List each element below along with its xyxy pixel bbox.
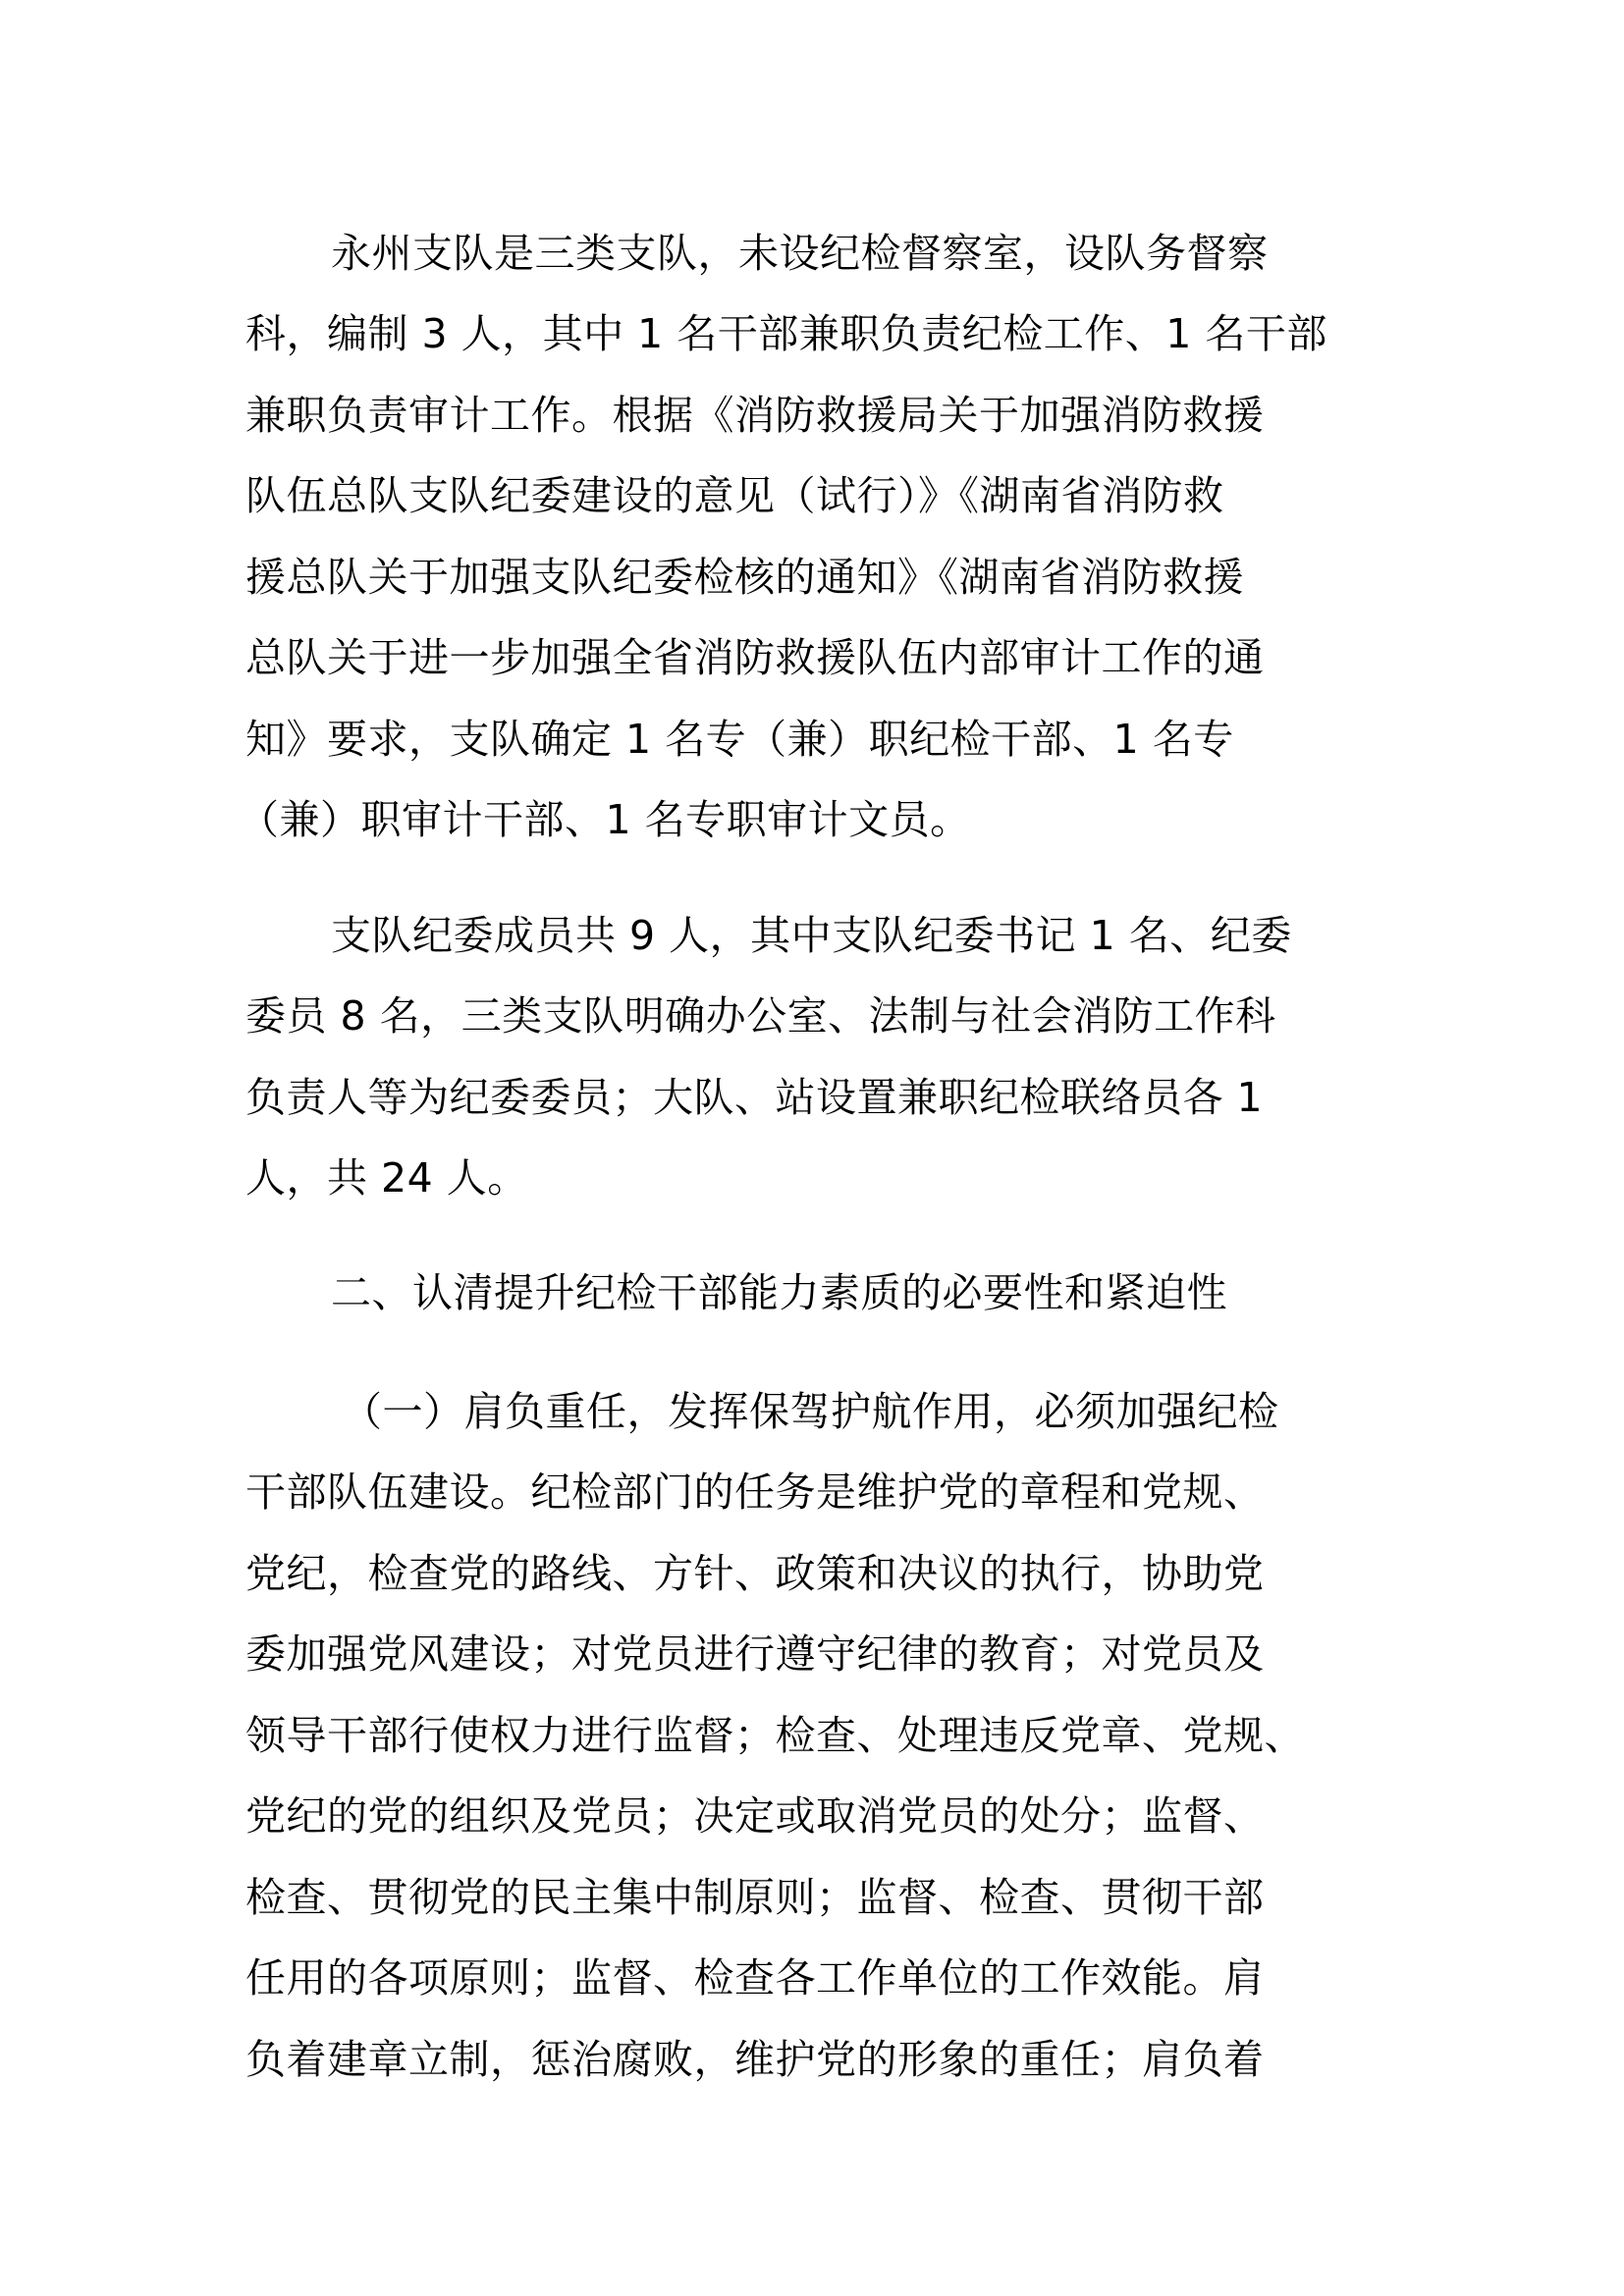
text-line: （一）肩负重任，发挥保驾护航作用，必须加强纪检 [342, 1388, 1279, 1435]
text-line: 援总队关于加强支队纪委检核的通知》《湖南省消防救援 [245, 554, 1244, 601]
text-line: 人，共 24 人。 [245, 1154, 528, 1201]
text-line: 委员 8 名，三类支队明确办公室、法制与社会消防工作科 [245, 992, 1276, 1040]
text-line: 领导干部行使权力进行监督；检查、处理违反党章、党规、 [245, 1712, 1305, 1759]
text-line: 任用的各项原则；监督、检查各工作单位的工作效能。肩 [245, 1954, 1265, 2002]
text-line: 党纪，检查党的路线、方针、政策和决议的执行，协助党 [245, 1550, 1265, 1597]
text-line: 委加强党风建设；对党员进行遵守纪律的教育；对党员及 [245, 1630, 1265, 1678]
text-line: 队伍总队支队纪委建设的意见（试行）》《湖南省消防救 [245, 472, 1224, 519]
text-line: （兼）职审计干部、1 名专职审计文员。 [239, 796, 971, 843]
text-line: 干部队伍建设。纪检部门的任务是维护党的章程和党规、 [245, 1468, 1265, 1516]
text-line: 知》要求，支队确定 1 名专（兼）职纪检干部、1 名专 [245, 716, 1234, 763]
text-line: 负责人等为纪委委员；大队、站设置兼职纪检联络员各 1 [245, 1074, 1264, 1121]
text-line: 总队关于进一步加强全省消防救援队伍内部审计工作的通 [245, 634, 1265, 681]
text-line: 检查、贯彻党的民主集中制原则；监督、检查、贯彻干部 [245, 1874, 1265, 1921]
text-line: 负着建章立制，惩治腐败，维护党的形象的重任；肩负着 [245, 2036, 1265, 2083]
text-line: 永州支队是三类支队，未设纪检督察室，设队务督察 [331, 230, 1269, 277]
text-line: 兼职负责审计工作。根据《消防救援局关于加强消防救援 [245, 392, 1265, 439]
text-line: 支队纪委成员共 9 人，其中支队纪委书记 1 名、纪委 [331, 912, 1292, 959]
text-line: 党纪的党的组织及党员；决定或取消党员的处分；监督、 [245, 1792, 1265, 1840]
section-heading: 二、认清提升纪检干部能力素质的必要性和紧迫性 [331, 1269, 1227, 1316]
text-line: 科，编制 3 人，其中 1 名干部兼职负责纪检工作、1 名干部 [245, 310, 1327, 357]
